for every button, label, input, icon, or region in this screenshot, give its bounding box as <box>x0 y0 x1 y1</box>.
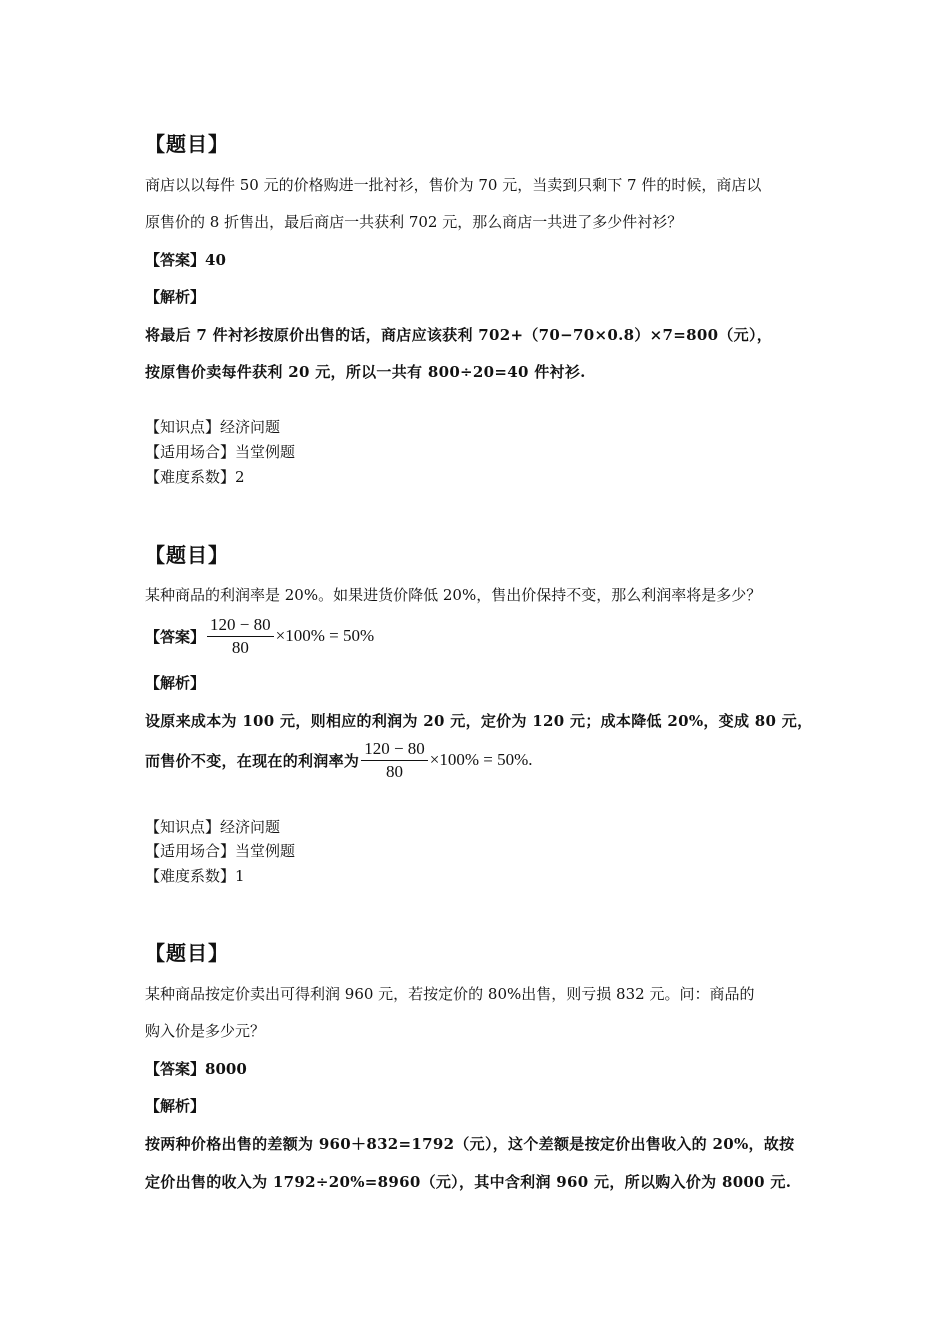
question-text-line: 商店以以每件 50 元的价格购进一批衬衫，售价为 70 元，当卖到只剩下 7 件的时候，商店以 <box>145 176 762 194</box>
answer-label: 【答案】 <box>145 627 206 646</box>
answer-label: 【答案】 <box>145 1060 206 1078</box>
answer-value: 40 <box>205 251 226 269</box>
analysis-line: 而售价不变，在现在的利润率为 <box>145 751 360 770</box>
analysis-label: 【解析】 <box>145 288 206 306</box>
question-text-line: 某种商品的利润率是 20%。如果进货价降低 20%，售出价保持不变，那么利润率将是多少？ <box>145 586 762 604</box>
fraction-numerator: 120 − 80 <box>207 615 274 637</box>
answer-expression-tail: ×100% = 50% <box>275 626 375 646</box>
answer-label: 【答案】 <box>145 251 206 269</box>
analysis-line: 将最后 7 件衬衫按原价出售的话，商店应该获利 702+（70−70×0.8）×7=800（元）， <box>145 326 773 344</box>
question-text-line: 某种商品按定价卖出可得利润 960 元，若按定价的 80%出售，则亏损 832 元。问：商品的 <box>145 985 755 1003</box>
analysis-fraction <box>361 739 428 781</box>
fraction-denominator: 80 <box>386 761 403 781</box>
answer-value: 8000 <box>205 1060 247 1078</box>
question-text-line: 原售价的 8 折售出，最后商店一共获利 702 元，那么商店一共进了多少件衬衫？ <box>145 213 683 231</box>
question-heading: 【题目】 <box>145 132 229 156</box>
answer-row <box>145 615 374 657</box>
knowledge-point: 【知识点】经济问题 <box>145 818 281 836</box>
knowledge-point: 【知识点】经济问题 <box>145 418 281 436</box>
analysis-line: 设原来成本为 100 元，则相应的利润为 20 元，定价为 120 元；成本降低 20%，变成 80 元， <box>145 712 813 730</box>
question-text-line: 购入价是多少元？ <box>145 1022 266 1040</box>
difficulty-level: 【难度系数】1 <box>145 867 245 885</box>
question-heading: 【题目】 <box>145 941 229 965</box>
applicable-scenario: 【适用场合】当堂例题 <box>145 443 296 461</box>
analysis-expression-tail: ×100% = 50%. <box>429 750 533 770</box>
fraction-numerator: 120 − 80 <box>361 739 428 761</box>
analysis-line: 按原售价卖每件获利 20 元，所以一共有 800÷20=40 件衬衫. <box>145 363 586 381</box>
analysis-label: 【解析】 <box>145 674 206 692</box>
analysis-line: 定价出售的收入为 1792÷20%=8960（元），其中含利润 960 元，所以购入价为 8000 元. <box>145 1173 792 1191</box>
answer-row <box>145 249 226 270</box>
analysis-line: 按两种价格出售的差额为 960＋832=1792（元），这个差额是按定价出售收入的 20%，故按 <box>145 1135 795 1153</box>
applicable-scenario: 【适用场合】当堂例题 <box>145 842 296 860</box>
analysis-label: 【解析】 <box>145 1097 206 1115</box>
difficulty-level: 【难度系数】2 <box>145 468 245 486</box>
answer-fraction <box>207 615 274 657</box>
analysis-line-with-fraction <box>145 739 533 781</box>
answer-row <box>145 1058 247 1079</box>
fraction-denominator: 80 <box>231 637 249 657</box>
question-heading: 【题目】 <box>145 543 229 567</box>
